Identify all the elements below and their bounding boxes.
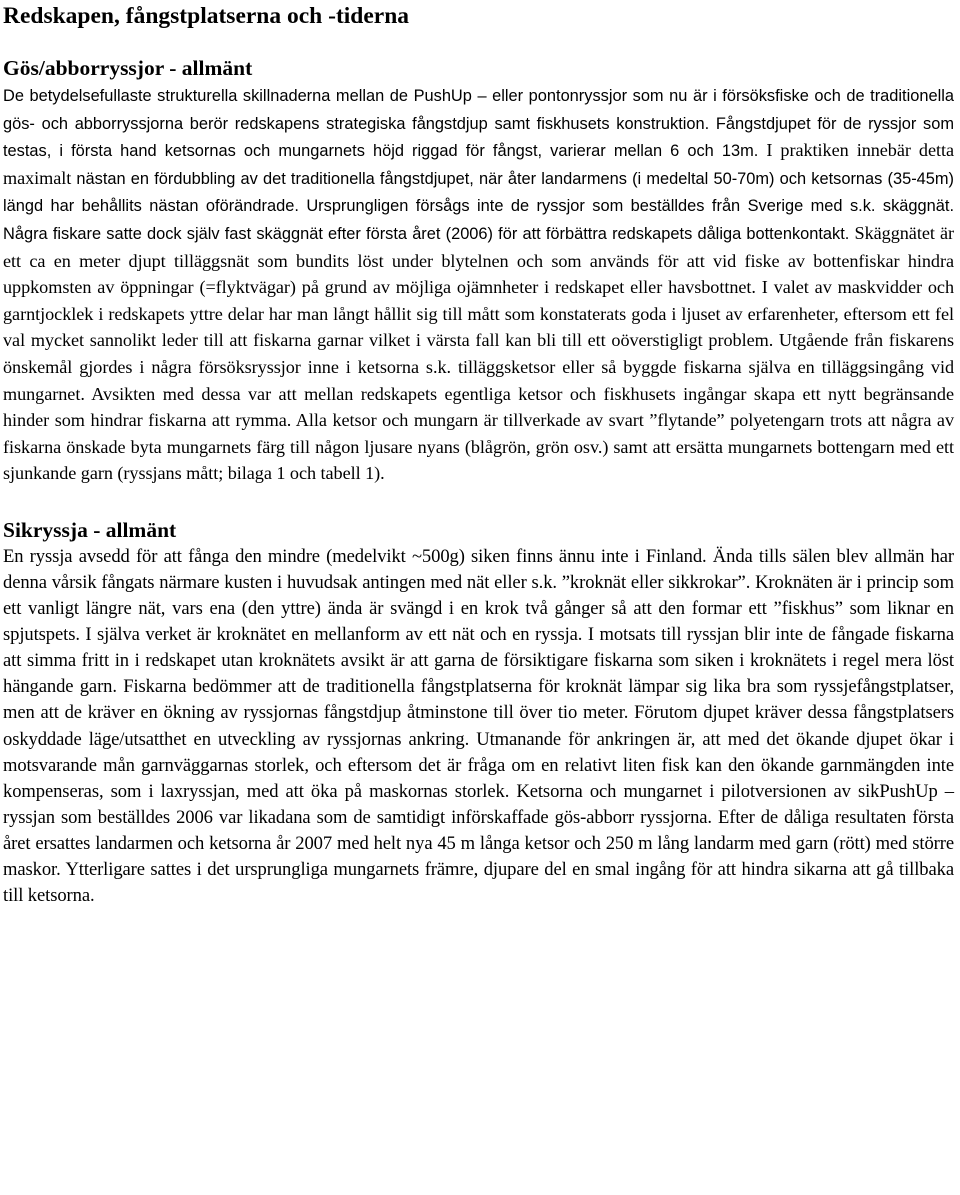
section-paragraph: [3, 82, 954, 487]
paragraph-sentence: I praktiken innebär detta maximalt: [3, 140, 954, 188]
paragraph-sentence: De betydelsefullaste strukturella skillnaderna mellan de PushUp – eller pontonryssjor som nu är i försöksfiske och de traditionella gös- och abborryssjorna berör redskapens strategiska fångstdjup samt fiskhusets konstruktion.: [3, 87, 954, 133]
section-sikryssja: [3, 517, 954, 909]
section-heading: Gös/abborryssjor - allmänt: [3, 56, 253, 80]
paragraph-sentence: Skäggnätet är ett ca en meter djupt tilläggsnät som bundits löst under blytelnen och som används för att vid fiske av bottenfiskar hindra uppkomsten av öppningar (=flyktvägar) på grund av möjliga ojämnheter i redskapet eller havsbottnet. I valet av maskvidder och garntjocklek i redskapets yttre delar har man långt hållit sig till mått som konstaterats goda i ljuset av erfarenheter, eftersom ett fel val mycket sannolikt leder till att fiskarna garnar vilket i värsta fall kan bli till ett oöverstigligt problem. Utgående från fiskarens önskemål gjordes i några försöksryssjor inne i ketsorna s.k. tilläggsketsor eller så byggde fiskarna själva en tilläggsingång vid mungarnet. Avsikten med dessa var att mellan redskapets egentliga ketsor och fiskhusets ingångar skapa ett nytt begränsande hinder som hindrar fiskarna att rymma. Alla ketsor och mungarn är tillverkade av svart ”flytande” polyetengarn trots att några av fiskarna önskade byta mungarnets färg till någon ljusare nyans (blågrön, grön osv.) samt att ersätta mungarnets bottengarn med ett sjunkande garn (ryssjans mått; bilaga 1 och tabell 1).: [3, 222, 954, 484]
paragraph-sentence: nästan en fördubbling av det traditionella fångstdjupet, när åter landarmens (i medeltal 50-70m) och ketsornas (35-45m) längd har behållits nästan oförändrade. Ursprungligen försågs inte de ryssjor som beställdes från Sverige med s.k. skäggnät.: [3, 169, 955, 216]
document-title: Redskapen, fångstplatserna och -tiderna: [3, 3, 410, 29]
paragraph-sentence: Några fiskare satte dock själv fast skäggnät efter första året (2006) för att förbättra redskapets dåliga bottenkontakt.: [3, 224, 855, 243]
section-paragraph: En ryssja avsedd för att fånga den mindre (medelvikt ~500g) siken finns ännu inte i Finland. Ända tills sälen blev allmän har denna vårsik fångats närmare kusten i huvudsak antingen med nät eller s.k. ”kroknät eller sikkrokar”. Kroknäten är i princip som ett vanligt längre nät, vars ena (den yttre) ända är svängd i en krok två gånger så att den formar ett ”fiskhus” som liknar en spjutspets. I själva verket är kroknätet en mellanform av ett nät och en ryssja. I motsats till ryssjan blir inte de fångade fiskarna att simma fritt in i redskapet utan kroknätets avsikt är att garna de försiktigare fiskarna som siken i kroknätets i regel mera löst hängande garn. Fiskarna bedömmer att de traditionella fångstplatserna för kroknät lämpar sig lika bra som ryssjefångstplatser, men att de kräver en ökning av ryssjornas fångstdjup åtminstone till över tio meter. Förutom djupet kräver dessa fångstplatsers oskyddade läge/utsatthet en utveckling av ryssjornas ankring. Utmanande för ankringen är, att med det ökande djupet ökar i motsvarande mån garnväggarnas storlek, och eftersom det är fråga om en relativt liten fisk kan den ökande garnmängden inte kompenseras, som i laxryssjan, med att öka på maskornas storlek. Ketsorna och mungarnet i pilotversionen av sikPushUp –ryssjan som beställdes 2006 var likadana som de samtidigt införskaffade gös-abborr ryssjorna. Efter de dåliga resultaten första året ersattes landarmen och ketsorna år 2007 med helt nya 45 m långa ketsor och 250 m lång landarm med garn (rött) med större maskor. Ytterligare sattes i det ursprungliga mungarnets främre, djupare del en smal ingång för att hindra sikarna att gå tillbaka till ketsorna.: [3, 545, 954, 907]
section-heading: Sikryssja - allmänt: [3, 517, 177, 542]
paragraph-sentence: Fångstdjupet för de ryssjor som testas, i första hand ketsornas och mungarnets höjd riggad för fångst, varierar mellan 6 och 13m.: [3, 114, 954, 161]
section-gos-abborryssjor: [3, 55, 954, 487]
